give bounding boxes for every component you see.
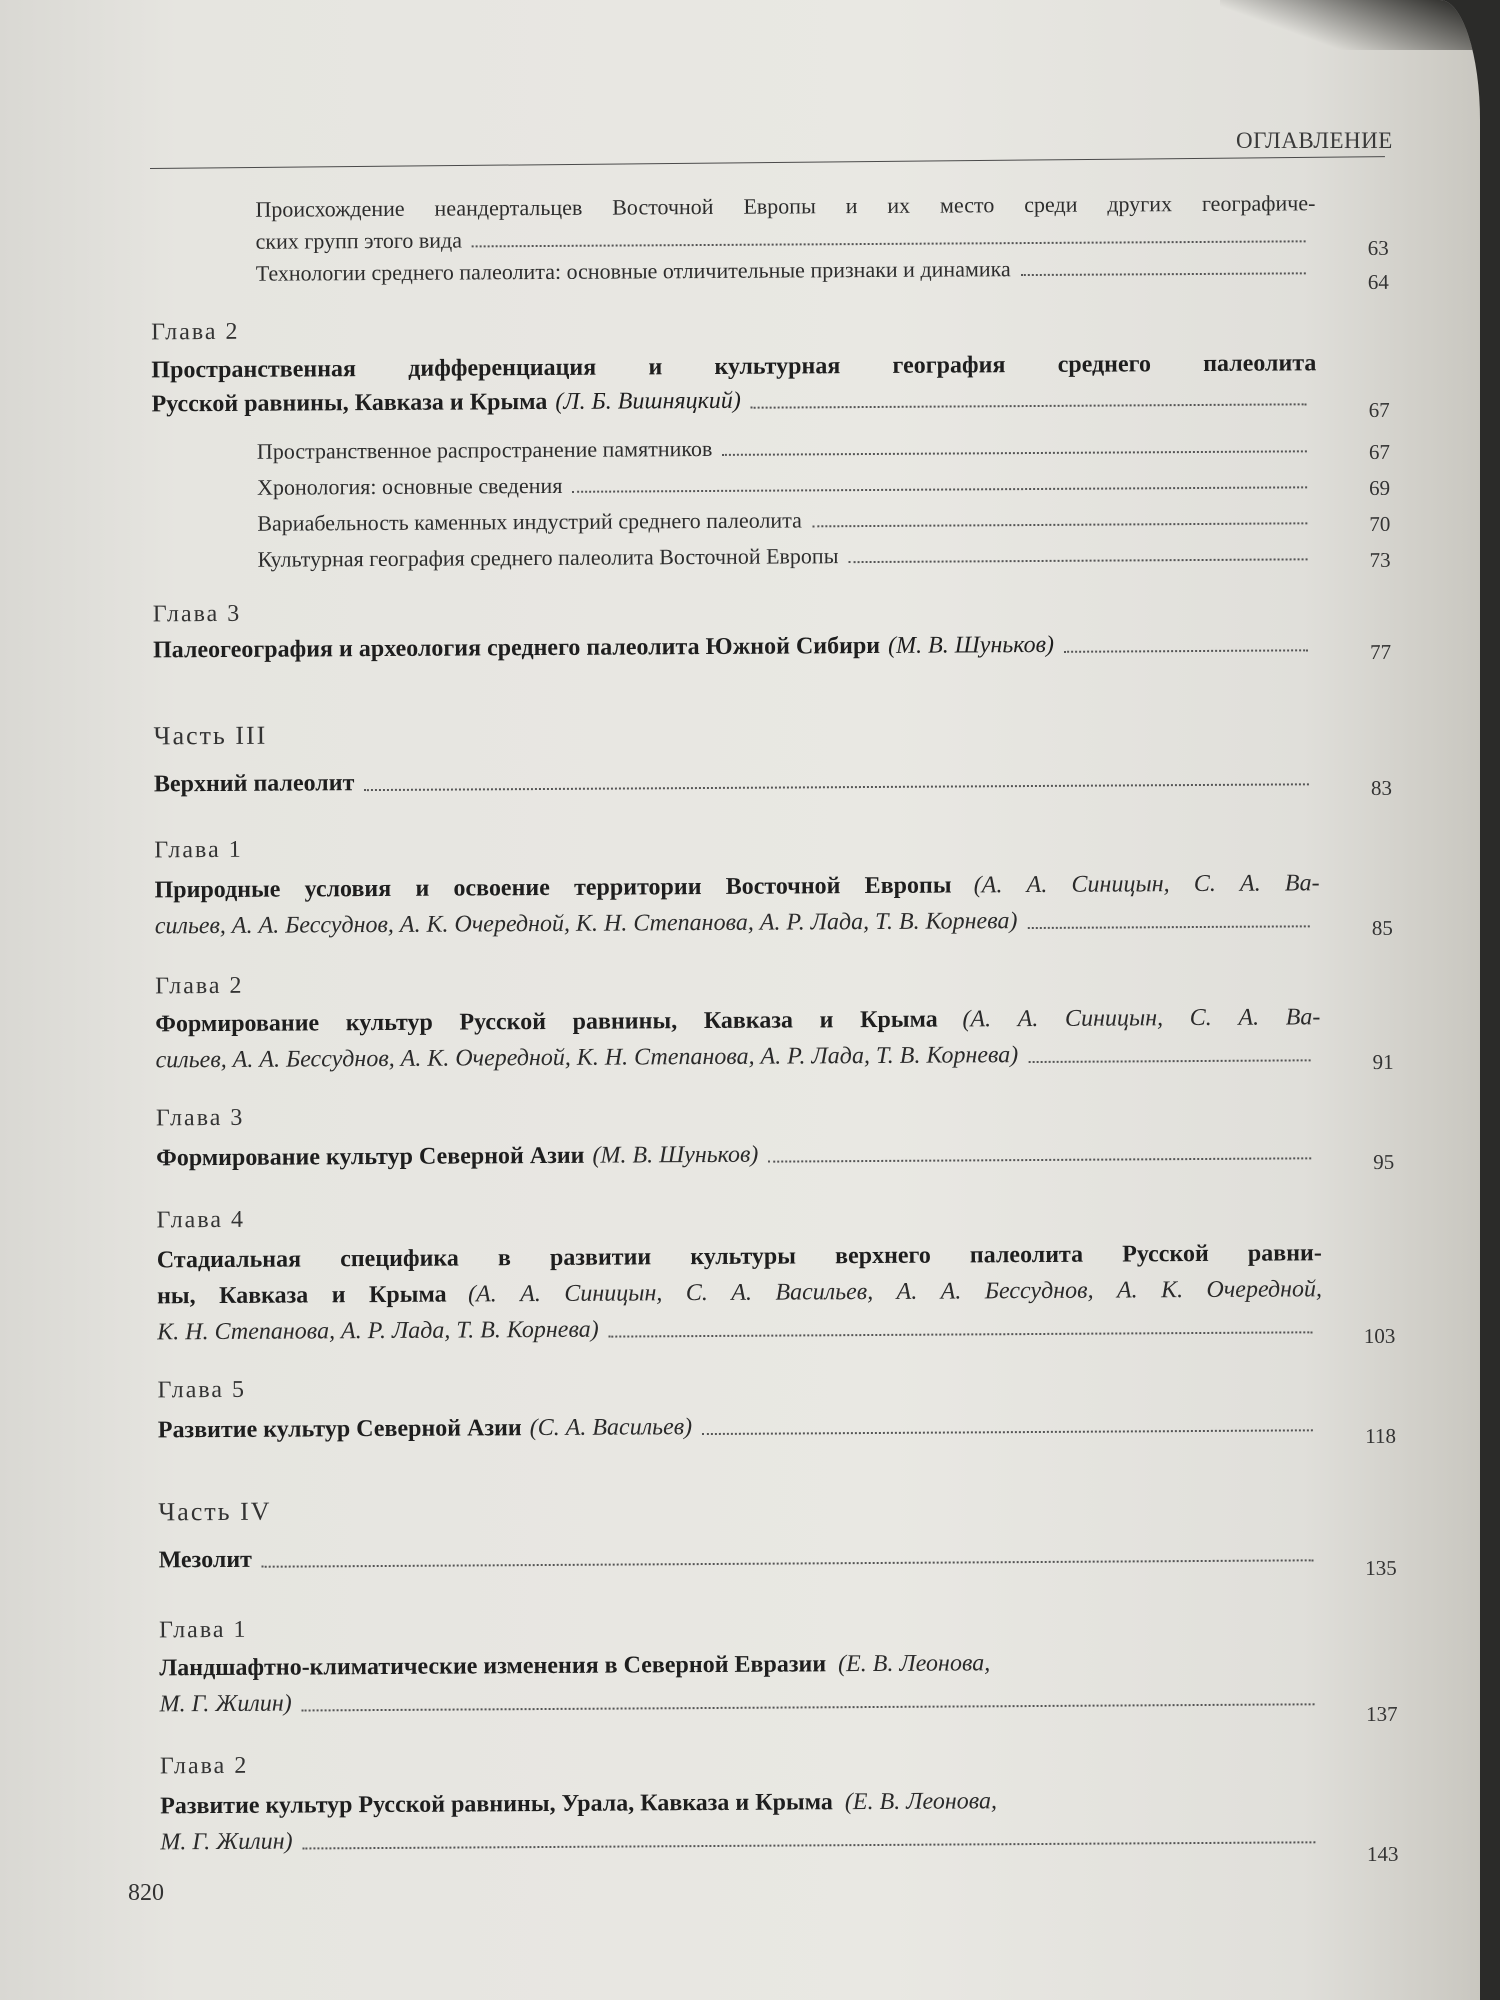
toc-entry-title: Пространственное распространение памятников xyxy=(256,435,713,464)
chapter-label: Глава 2 xyxy=(159,1752,249,1780)
toc-entry xyxy=(160,1822,1325,1856)
toc-entry-title: Технологии среднего палеолита: основные отличительные признаки и динамика xyxy=(255,256,1011,286)
chapter-author: М. Г. Жилин) xyxy=(160,1828,293,1856)
page-number: 143 xyxy=(1366,1841,1399,1866)
toc-entry-title: Культурная география среднего палеолита Восточной Европы xyxy=(257,543,839,572)
page-number: 67 xyxy=(1368,439,1390,464)
toc-entry xyxy=(155,906,1320,940)
dot-leader xyxy=(1028,1059,1310,1063)
chapter-author: (А. А. Синицын, С. А. Васильев, А. А. Бессуднов, А. К. Очередной, xyxy=(468,1276,1323,1308)
toc-entry-line: Происхождение неандертальцев Восточной Европы и их место среди других географиче- xyxy=(255,190,1316,222)
chapter-label: Глава 1 xyxy=(159,1616,248,1644)
chapter-title-line xyxy=(155,1004,1320,1038)
chapter-author: сильев, А. А. Бессуднов, А. К. Очередной, К. Н. Степанова, А. Р. Лада, Т. В. Корнева) xyxy=(154,908,1018,940)
chapter-title: Ландшафтно-климатические изменения в Северной Евразии xyxy=(159,1651,827,1682)
dot-leader xyxy=(472,240,1306,247)
dot-leader xyxy=(848,558,1307,563)
chapter-label: Глава 2 xyxy=(151,318,240,346)
toc-entry xyxy=(256,222,1316,254)
part-label: Часть IV xyxy=(158,1496,272,1527)
toc-entry xyxy=(158,1410,1323,1444)
chapter-author: (Е. В. Леонова, xyxy=(844,1788,998,1816)
dot-leader xyxy=(572,486,1307,492)
chapter-label: Глава 2 xyxy=(155,972,244,1000)
toc-entry xyxy=(257,540,1317,572)
toc-entry xyxy=(153,630,1318,664)
chapter-title-line: Пространственная дифференциация и культурная география среднего палеолита xyxy=(151,350,1317,384)
toc-entry xyxy=(157,1312,1322,1346)
dot-leader xyxy=(364,783,1309,791)
chapter-author: К. Н. Степанова, А. Р. Лада, Т. В. Корнева) xyxy=(157,1316,599,1346)
chapter-author: (Е. В. Леонова, xyxy=(838,1650,991,1678)
toc-entry xyxy=(152,384,1317,418)
chapter-title: Природные условия и освоение территории Восточной Европы xyxy=(154,872,952,904)
page-number: 95 xyxy=(1373,1149,1395,1174)
chapter-title: Развитие культур Северной Азии xyxy=(157,1415,522,1444)
dot-leader xyxy=(303,1841,1316,1849)
toc-entry-title: Хронология: основные сведения xyxy=(257,472,563,500)
dot-leader xyxy=(1027,925,1309,929)
dot-leader xyxy=(768,1157,1311,1162)
chapter-author: (А. А. Синицын, С. А. Ва- xyxy=(973,870,1320,899)
toc-entry xyxy=(257,432,1317,464)
chapter-title: Формирование культур Северной Азии xyxy=(156,1142,585,1172)
part-label: Часть III xyxy=(153,720,268,751)
dot-leader xyxy=(262,1559,1314,1567)
part-title: Мезолит xyxy=(158,1546,252,1574)
dot-leader xyxy=(722,450,1307,456)
toc-entry xyxy=(256,254,1316,286)
chapter-title-line: Стадиальная специфика в развитии культуры верхнего палеолита Русской равни- xyxy=(156,1240,1322,1274)
dot-leader xyxy=(1064,649,1308,652)
page-number: 91 xyxy=(1372,1049,1394,1074)
page-number: 67 xyxy=(1368,397,1390,422)
chapter-title-line xyxy=(157,1276,1322,1310)
chapter-label: Глава 4 xyxy=(156,1206,246,1234)
toc-entry-title: ских групп этого вида xyxy=(255,227,463,254)
folio-page-number: 820 xyxy=(128,1880,164,1906)
page-number: 103 xyxy=(1363,1323,1396,1348)
dot-leader xyxy=(702,1429,1313,1435)
page-number: 64 xyxy=(1367,269,1389,294)
page-number: 69 xyxy=(1369,475,1391,500)
chapter-author: (С. А. Васильев) xyxy=(529,1414,693,1442)
chapter-title-line xyxy=(154,870,1319,904)
page-number: 70 xyxy=(1369,511,1391,536)
chapter-label: Глава 1 xyxy=(154,836,243,864)
page-number: 63 xyxy=(1367,235,1389,260)
toc-entry xyxy=(159,1540,1324,1574)
toc-entry xyxy=(156,1040,1321,1074)
dot-leader xyxy=(1021,272,1306,276)
chapter-title: Развитие культур Русской равнины, Урала, Кавказа и Крыма xyxy=(160,1789,833,1820)
toc-entry xyxy=(156,1138,1321,1172)
toc-entry-title: Вариабельность каменных индустрий среднего палеолита xyxy=(257,507,802,536)
page-number: 83 xyxy=(1370,775,1393,800)
chapter-author: (А. А. Синицын, С. А. Ва- xyxy=(962,1004,1321,1033)
running-head: ОГЛАВЛЕНИЕ xyxy=(1236,128,1393,153)
toc-entry xyxy=(159,1684,1324,1718)
chapter-label: Глава 5 xyxy=(157,1376,247,1404)
page-number: 85 xyxy=(1371,915,1393,940)
chapter-label: Глава 3 xyxy=(155,1104,245,1132)
chapter-title: Русской равнины, Кавказа и Крыма xyxy=(151,388,548,418)
toc-entry xyxy=(257,504,1317,536)
chapter-author: (М. В. Шуньков) xyxy=(888,631,1055,659)
chapter-author: (Л. Б. Вишняцкий) xyxy=(555,387,741,415)
dot-leader xyxy=(302,1703,1315,1711)
chapter-label: Глава 3 xyxy=(152,600,242,628)
chapter-title: Палеогеография и археология среднего палеолита Южной Сибири xyxy=(153,632,881,664)
chapter-title-line xyxy=(159,1650,990,1682)
part-title: Верхний палеолит xyxy=(153,770,355,798)
chapter-author: сильев, А. А. Бессуднов, А. К. Очередной, К. Н. Степанова, А. Р. Лада, Т. В. Корнева) xyxy=(155,1042,1019,1074)
dot-leader xyxy=(609,1331,1313,1337)
toc-entry xyxy=(154,764,1319,798)
chapter-title: Формирование культур Русской равнины, Кавказа и Крыма xyxy=(155,1006,938,1038)
chapter-title: ны, Кавказа и Крыма xyxy=(156,1281,447,1310)
chapter-author: М. Г. Жилин) xyxy=(159,1690,292,1718)
toc-entry xyxy=(257,468,1317,500)
page-number: 73 xyxy=(1369,547,1391,572)
dot-leader xyxy=(751,403,1307,408)
dot-leader xyxy=(812,522,1308,527)
page-number: 137 xyxy=(1366,1701,1398,1726)
chapter-author: (М. В. Шуньков) xyxy=(592,1141,759,1169)
page-number: 118 xyxy=(1365,1423,1396,1448)
page-number: 135 xyxy=(1365,1555,1397,1580)
chapter-title-line xyxy=(160,1788,997,1820)
page-number: 77 xyxy=(1370,639,1392,664)
